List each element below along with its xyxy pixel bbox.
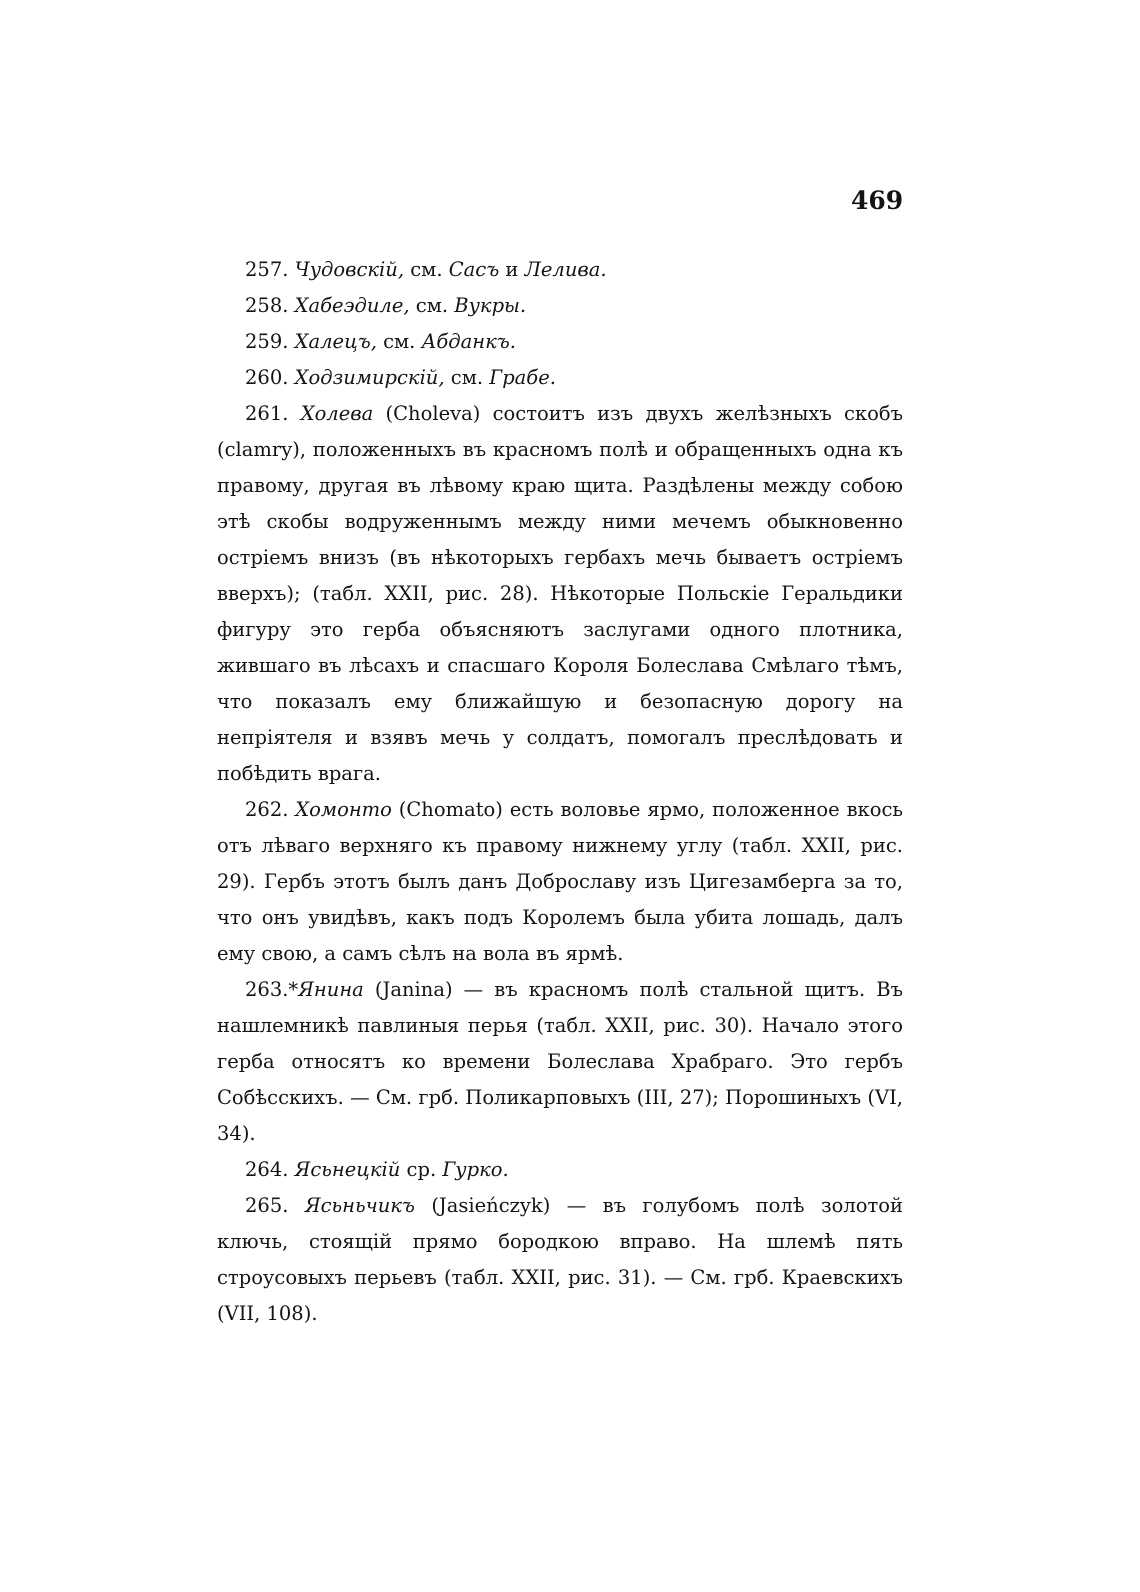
entry-number: 259. — [245, 330, 289, 353]
cross-reference: Гурко. — [442, 1158, 509, 1181]
cross-reference: Сасъ — [448, 258, 500, 281]
entry-text: ср. — [406, 1158, 443, 1181]
entry-number: 257. — [245, 258, 289, 281]
entry-text: (Choleva) состоитъ изъ двухъ желѣзныхъ скобъ (clamry), положенныхъ въ красномъ полѣ и обращенныхъ одна къ правому, другая въ лѣвому краю щита. Раздѣлены между собою этѣ скобы водруженнымъ между ними мечемъ обыкновенно остріемъ внизъ (въ нѣкоторыхъ гербахъ мечь бываетъ остріемъ вверхъ); (табл. XXII, рис. 28). Нѣкоторые Польскіе Геральдики фигуру это герба объясняютъ заслугами одного плотника, жившаго въ лѣсахъ и спасшаго Короля Болеслава Смѣлаго тѣмъ, что показалъ ему ближайшую и безопасную дорогу на непріятеля и взявъ мечь у солдатъ, помогалъ преслѣдовать и побѣдить врага. — [217, 402, 904, 785]
entry-text: см. — [450, 366, 490, 389]
cross-reference: Вукры. — [454, 294, 527, 317]
entry-number: 258. — [245, 294, 289, 317]
entry-name: Халецъ, — [294, 330, 377, 353]
cross-reference: Лелива. — [524, 258, 607, 281]
cross-reference: Абданкъ. — [421, 330, 516, 353]
article-body — [217, 252, 903, 1332]
entry-text: см. — [410, 258, 449, 281]
entry-number: 260. — [245, 366, 289, 389]
cross-reference: Грабе. — [489, 366, 556, 389]
entry-name: Ясьнецкій — [294, 1158, 401, 1181]
entry-259 — [217, 324, 903, 360]
entry-name: Ходзимирскій, — [294, 366, 445, 389]
entry-261 — [217, 396, 903, 792]
entry-264 — [217, 1152, 903, 1188]
entry-text: (Jasieńczyk) — въ голубомъ полѣ золотой ключь, стоящій прямо бородкою вправо. На шлемѣ пять строусовыхъ перьевъ (табл. XXII, рис. 31). — См. грб. Краевскихъ (VII, 108). — [217, 1194, 903, 1325]
entry-name: Ясьньчикъ — [304, 1194, 415, 1217]
entry-name: Холева — [300, 402, 374, 425]
entry-260 — [217, 360, 903, 396]
entry-text: см. — [383, 330, 422, 353]
entry-number: 261. — [245, 402, 289, 425]
entry-263 — [217, 972, 903, 1152]
entry-number: 262. — [245, 798, 289, 821]
entry-257 — [217, 252, 903, 288]
entry-258 — [217, 288, 903, 324]
entry-text-connector: и — [499, 258, 525, 281]
entry-number: 263.* — [245, 978, 299, 1001]
entry-text: (Janina) — въ красномъ полѣ стальной щитъ. Въ нашлемникѣ павлиныя перья (табл. XXII, рис. 30). Начало этого герба относятъ ко времени Болеслава Храбраго. Это гербъ Собѣсскихъ. — См. грб. Поликарповыхъ (III, 27); Порошиныхъ (VI, 34). — [217, 978, 903, 1145]
entry-265 — [217, 1188, 903, 1332]
entry-text: (Chomato) есть воловье ярмо, положенное вкось отъ лѣваго верхняго къ правому нижнему углу (табл. XXII, рис. 29). Гербъ этотъ былъ данъ Доброславу изъ Цигезамберга за то, что онъ увидѣвъ, какъ подъ Королемъ была убита лошадь, далъ ему свою, а самъ сѣлъ на вола въ ярмѣ. — [217, 798, 904, 965]
entry-number: 264. — [245, 1158, 289, 1181]
entry-number: 265. — [245, 1194, 289, 1217]
page-number: 469 — [851, 186, 904, 215]
entry-name: Янина — [298, 978, 364, 1001]
entry-text: см. — [415, 294, 455, 317]
entry-262 — [217, 792, 903, 972]
entry-name: Чудовскій, — [294, 258, 405, 281]
entry-name: Хабеэдиле, — [294, 294, 410, 317]
entry-name: Хомонто — [295, 798, 392, 821]
